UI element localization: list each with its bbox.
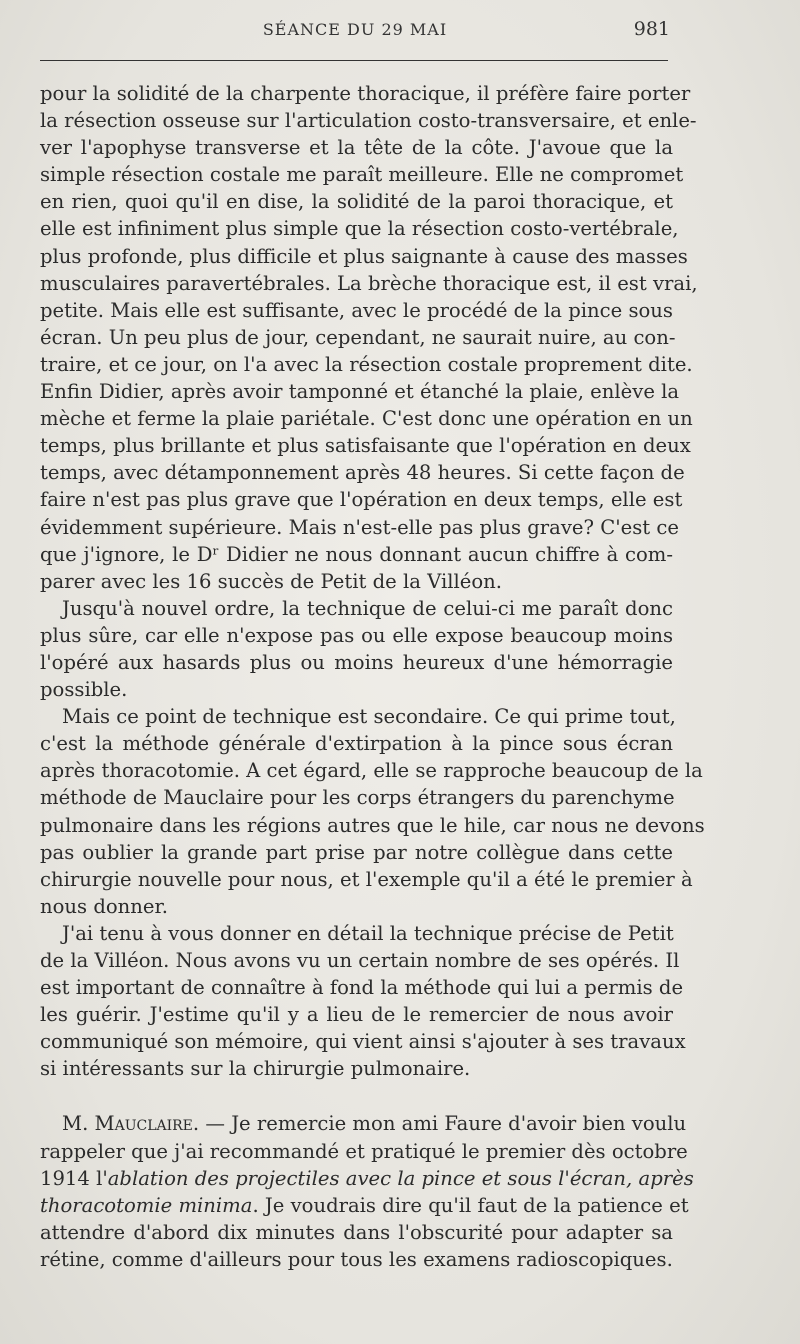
text-line: Mais ce point de technique est secondaire. Ce qui prime tout, bbox=[62, 705, 676, 729]
text-line: l'opéré aux hasards plus ou moins heureux d'une hémorragie bbox=[40, 650, 673, 674]
text-line: évidemment supérieure. Mais n'est-elle pas plus grave? C'est ce bbox=[40, 515, 679, 539]
text-line bbox=[40, 1192, 689, 1219]
text-line: mèche et ferme la plaie pariétale. C'est donc une opération en un bbox=[40, 407, 693, 431]
text-line: c'est la méthode générale d'extirpation à la pince sous écran bbox=[40, 732, 673, 756]
text-line: ver l'apophyse transverse et la tête de la côte. J'avoue que la bbox=[40, 136, 673, 160]
text-line: attendre d'abord dix minutes dans l'obscurité pour adapter sa bbox=[40, 1220, 673, 1244]
text-run: — Je remercie mon ami Faure d'avoir bien voulu bbox=[199, 1112, 687, 1136]
text-line: simple résection costale me paraît meilleure. Elle ne compromet bbox=[40, 163, 684, 187]
page-header bbox=[38, 16, 672, 46]
text-line: elle est infiniment plus simple que la résection costo-vertébrale, bbox=[40, 217, 679, 241]
text-line: la résection osseuse sur l'articulation costo-transversaire, et enle- bbox=[40, 109, 697, 133]
text-line: après thoracotomie. A cet égard, elle se rapproche beaucoup de la bbox=[40, 759, 703, 783]
paragraph-3 bbox=[40, 703, 705, 920]
text-line: J'ai tenu à vous donner en détail la technique précise de Petit bbox=[62, 921, 674, 945]
paragraph-4 bbox=[40, 920, 686, 1083]
page-number: 981 bbox=[633, 18, 670, 40]
text-line: si intéressants sur la chirurgie pulmonaire. bbox=[40, 1057, 471, 1081]
text-line: nous donner. bbox=[40, 894, 168, 918]
text-line: de la Villéon. Nous avons vu un certain nombre de ses opérés. Il bbox=[40, 949, 680, 972]
running-head: SÉANCE DU 29 MAI bbox=[262, 20, 448, 39]
text-line: les guérir. J'estime qu'il y a lieu de le remercier de nous avoir bbox=[40, 1003, 673, 1027]
text-line: musculaires paravertébrales. La brèche thoracique est, il est vrai, bbox=[40, 271, 698, 295]
text-line: rappeler que j'ai recommandé et pratiqué le premier dès octobre bbox=[40, 1139, 688, 1163]
text-line: écran. Un peu plus de jour, cependant, ne saurait nuire, au con- bbox=[40, 325, 676, 349]
text-line: traire, et ce jour, on l'a avec la résection costale proprement dite. bbox=[40, 352, 693, 376]
text-run: 1914 l' bbox=[40, 1166, 108, 1190]
text-run: . Je voudrais dire qu'il faut de la patience et bbox=[252, 1193, 689, 1217]
text-line: est important de connaître à fond la méthode qui lui a permis de bbox=[40, 976, 684, 1000]
paragraph-2 bbox=[40, 595, 673, 703]
text-line: temps, plus brillante et plus satisfaisante que l'opération en deux bbox=[40, 434, 691, 458]
text-line: rétine, comme d'ailleurs pour tous les examens radioscopiques. bbox=[40, 1247, 673, 1271]
text-line: pulmonaire dans les régions autres que le hile, car nous ne devons bbox=[40, 813, 705, 837]
header-rule bbox=[40, 60, 668, 61]
text-line: petite. Mais elle est suffisante, avec le procédé de la pince sous bbox=[40, 298, 673, 322]
text-line: pas oublier la grande part prise par notre collègue dans cette bbox=[40, 840, 673, 864]
text-line: plus profonde, plus difficile et plus saignante à cause des masses bbox=[40, 244, 688, 268]
paragraph-5 bbox=[40, 1110, 694, 1273]
text-line: plus sûre, car elle n'expose pas ou elle expose beaucoup moins bbox=[40, 623, 673, 647]
text-line: méthode de Mauclaire pour les corps étrangers du parenchyme bbox=[40, 786, 675, 810]
text-line: parer avec les 16 succès de Petit de la Villéon. bbox=[40, 569, 503, 593]
paragraph-gap bbox=[40, 1082, 673, 1110]
paragraph-1 bbox=[40, 80, 698, 595]
text-line: en rien, quoi qu'il en dise, la solidité de la paroi thoracique, et bbox=[40, 190, 673, 214]
text-line: faire n'est pas plus grave que l'opération en deux temps, elle est bbox=[40, 488, 683, 512]
italic-title: thoracotomie minima bbox=[40, 1193, 253, 1217]
text-line: pour la solidité de la charpente thoracique, il préfère faire porter bbox=[40, 82, 691, 105]
text-line bbox=[40, 1165, 694, 1192]
text-line: Enfin Didier, après avoir tamponné et étanché la plaie, enlève la bbox=[40, 380, 680, 404]
speaker-name: M. Mauclaire. bbox=[62, 1112, 200, 1136]
text-line: Jusqu'à nouvel ordre, la technique de celui-ci me paraît donc bbox=[62, 596, 673, 620]
text-line: temps, avec détamponnement après 48 heures. Si cette façon de bbox=[40, 461, 685, 485]
text-line: communiqué son mémoire, qui vient ainsi s'ajouter à ses travaux bbox=[40, 1030, 686, 1054]
text-line: chirurgie nouvelle pour nous, et l'exemple qu'il a été le premier à bbox=[40, 867, 693, 891]
text-line: possible. bbox=[40, 678, 128, 702]
text-line bbox=[40, 1110, 687, 1137]
italic-title: ablation des projectiles avec la pince et sous l'écran, après bbox=[107, 1166, 694, 1190]
body-text bbox=[40, 80, 705, 1273]
text-line: que j'ignore, le Dʳ Didier ne nous donnant aucun chiffre à com- bbox=[40, 542, 673, 566]
